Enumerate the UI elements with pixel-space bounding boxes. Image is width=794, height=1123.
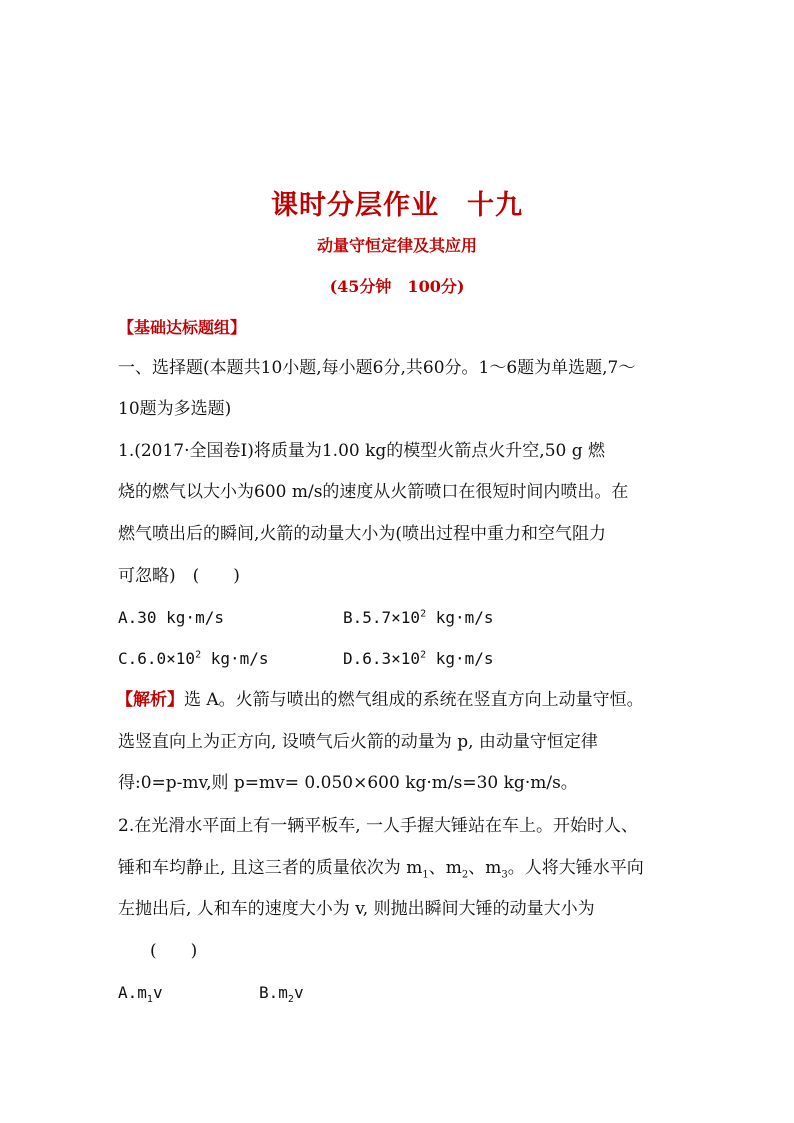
q1-option-b-unit: kg·m/s <box>426 608 494 627</box>
q1-stem-line-3: 燃气喷出后的瞬间,火箭的动量大小为(喷出过程中重力和空气阻力 <box>118 524 607 544</box>
instruction-line-2: 10题为多选题) <box>118 399 232 419</box>
q2-line2-end: 。人将大锤水平向 <box>507 858 644 878</box>
page-title: 课时分层作业 十九 <box>271 190 523 221</box>
q2-option-b-sub: 2 <box>287 994 294 1006</box>
q2-sep-1: 、m <box>428 858 462 878</box>
q2-sep-2: 、m <box>468 858 502 878</box>
q1-option-b-text: B.5.7×10 <box>343 608 421 627</box>
q1-option-b-exponent: 2 <box>420 608 427 620</box>
page-subtitle: 动量守恒定律及其应用 <box>316 236 477 255</box>
q1-option-d-exponent: 2 <box>420 649 427 661</box>
q2-stem-line-4: ( ) <box>150 941 198 961</box>
q2-option-b <box>259 983 304 1005</box>
q1-option-d-text: D.6.3×10 <box>343 649 421 668</box>
q1-stem-line-2: 烧的燃气以大小为600 m/s的速度从火箭喷口在很短时间内喷出。在 <box>118 482 629 502</box>
q2-sub-3: 3 <box>501 869 508 881</box>
q2-option-a-text: A.m <box>118 983 147 1002</box>
time-score-label: (45分钟 100分) <box>329 277 465 296</box>
analysis-label: 【解析】 <box>116 690 184 710</box>
q2-stem-line-2 <box>118 857 678 886</box>
q1-option-d <box>343 649 494 668</box>
section-heading: 【基础达标题组】 <box>118 318 247 337</box>
q2-option-a-end: v <box>152 983 163 1002</box>
q1-option-c <box>118 649 269 668</box>
q2-option-a <box>118 983 163 1005</box>
q1-option-c-exponent: 2 <box>195 649 202 661</box>
q2-stem-line-3: 左抛出后, 人和车的速度大小为 v, 则抛出瞬间大锤的动量大小为 <box>118 899 595 919</box>
q1-option-a: A.30 kg·m/s <box>118 608 224 627</box>
q2-stem-line-1: 2.在光滑水平面上有一辆平板车, 一人手握大锤站在车上。开始时人、 <box>118 816 639 836</box>
q2-line2-text: 锤和车均静止, 且这三者的质量依次为 m <box>118 858 423 878</box>
q2-option-b-text: B.m <box>259 983 288 1002</box>
q1-analysis-line-1 <box>116 689 676 711</box>
q1-option-c-text: C.6.0×10 <box>118 649 196 668</box>
q2-sub-2: 2 <box>461 869 469 881</box>
q2-option-b-end: v <box>293 983 304 1002</box>
q1-option-c-unit: kg·m/s <box>201 649 269 668</box>
instruction-line-1: 一、选择题(本题共10小题,每小题6分,共60分。1～6题为单选题,7～ <box>118 358 636 378</box>
q1-option-b <box>343 608 494 627</box>
q1-stem-line-1: 1.(2017·全国卷Ⅰ)将质量为1.00 kg的模型火箭点火升空,50 g 燃 <box>118 441 606 461</box>
q1-analysis-line-3: 得:0=p-mv,则 p=mv= 0.050×600 kg·m/s=30 kg·m/s。 <box>118 773 578 793</box>
q2-option-a-sub: 1 <box>146 994 153 1006</box>
analysis-text-1: 选 A。火箭与喷出的燃气组成的系统在竖直方向上动量守恒。 <box>184 690 644 710</box>
q2-sub-1: 1 <box>422 869 429 881</box>
q1-analysis-line-2: 选竖直向上为正方向, 设喷气后火箭的动量为 p, 由动量守恒定律 <box>118 732 598 752</box>
q1-stem-line-4: 可忽略) ( ) <box>118 566 240 586</box>
q1-option-d-unit: kg·m/s <box>426 649 494 668</box>
